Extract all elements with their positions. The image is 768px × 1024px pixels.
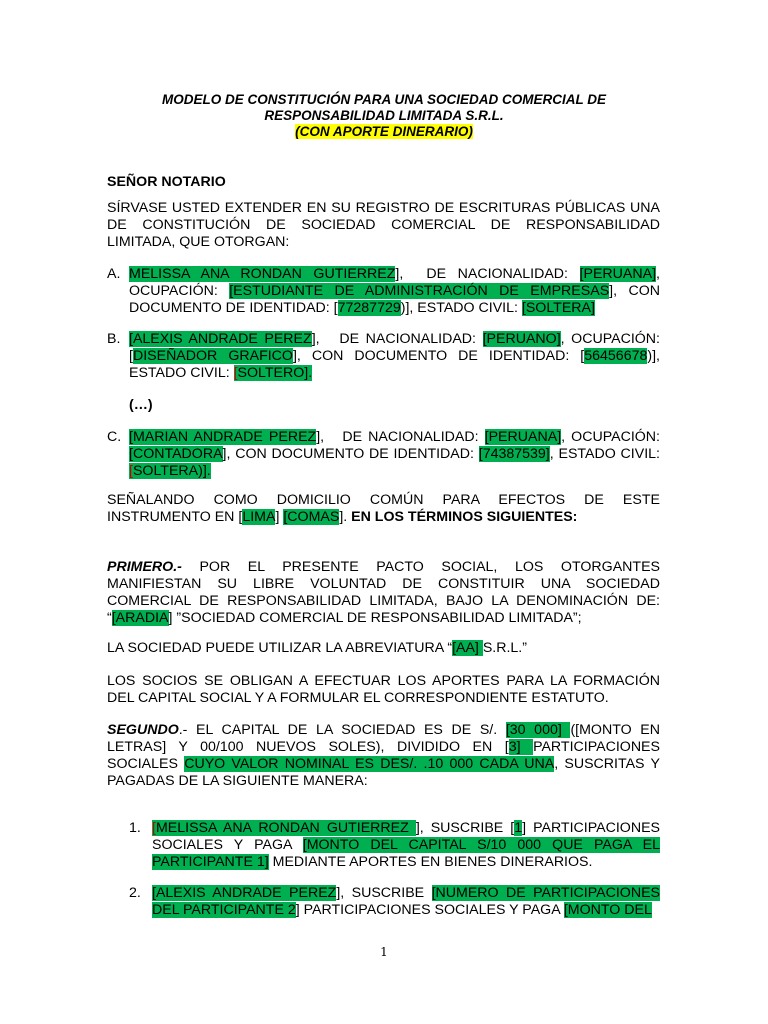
party-a-name: MELISSA ANA RONDAN GUTIERREZ — [129, 266, 396, 282]
party-c-paragraph: [MARIAN ANDRADE PEREZ], DE NACIONALIDAD: [PERUANA], OCUPACIÓN: [CONTADORA], CON DOCUMENTO DE IDENTIDAD: [74387539], ESTADO CIVIL: [SOLTERA)]. — [129, 429, 660, 479]
ellipsis: (…) — [129, 397, 153, 413]
segundo-paragraph: SEGUNDO.- EL CAPITAL DE LA SOCIEDAD ES DE S/. [30 000] ([MONTO EN LETRAS] Y 00/100 NUEVOS SOLES), DIVIDIDO EN [3] PARTICIPACIONES SOCIALES CUYO VALOR NOMINAL ES DES/. .10 000 CADA UNA, SUSCRITAS Y PAGADAS DE LA SIGUIENTE MANERA: — [107, 722, 660, 789]
party-a-civil: [SOLTERA] — [521, 300, 595, 316]
party-b-nationality: [PERUANO] — [482, 331, 561, 347]
title-line-1: MODELO DE CONSTITUCIÓN PARA UNA SOCIEDAD COMERCIAL DE — [161, 92, 606, 107]
domicile-paragraph: SEÑALANDO COMO DOMICILIO COMÚN PARA EFECTOS DE ESTE INSTRUMENTO EN [LIMA] [COMAS]. EN LOS TÉRMINOS SIGUIENTES: — [107, 492, 660, 525]
participation-count: 3] — [508, 739, 534, 755]
list-item: [ALEXIS ANDRADE PEREZ], SUSCRIBE [NUMERO DE PARTICIPACIONES DEL PARTICIPANTE 2] PARTICIPACIONES SOCIALES Y PAGA [MONTO DEL — [152, 885, 660, 918]
list-item-number: 2. — [129, 885, 141, 901]
subscriber-name: [ALEXIS ANDRADE PEREZ — [152, 885, 337, 901]
document-title — [60, 92, 708, 140]
party-a-id: 77287729 — [337, 300, 401, 316]
party-c-occupation: [CONTADORA — [129, 446, 223, 462]
party-b-civil: [SOLTERO]. — [233, 365, 313, 381]
primero-paragraph: PRIMERO.- POR EL PRESENTE PACTO SOCIAL, LOS OTORGANTES MANIFIESTAN SU LIBRE VOLUNTAD DE CONSTITUIR UNA SOCIEDAD COMERCIAL DE RESPONSABILIDAD LIMITADA, BAJO LA DENOMINACIÓN DE: “[ARADIA] ”SOCIEDAD COMERCIAL DE RESPONSABILIDAD LIMITADA”; — [107, 559, 660, 626]
page-number: 1 — [380, 945, 388, 959]
salutation: SEÑOR NOTARIO — [107, 174, 226, 190]
party-c-nationality: [PERUANA] — [484, 429, 562, 445]
intro-paragraph: SÍRVASE USTED EXTENDER EN SU REGISTRO DE ESCRITURAS PÚBLICAS UNA DE CONSTITUCIÓN DE SOCIEDAD COMERCIAL DE RESPONSABILIDAD LIMITADA, QUE OTORGAN: — [107, 200, 660, 250]
list-item-number: 1. — [129, 820, 141, 836]
domicile-city: LIMA — [242, 509, 276, 525]
party-a-occupation: [ESTUDIANTE DE ADMINISTRACIÓN DE EMPRESAS — [229, 283, 610, 299]
denomination: [ARADIA — [111, 610, 169, 626]
party-b-paragraph: [ALEXIS ANDRADE PEREZ], DE NACIONALIDAD: [PERUANO], OCUPACIÓN: [DISEÑADOR GRAFICO], CON DOCUMENTO DE IDENTIDAD: [56456678)], ESTADO CIVIL: [SOLTERO]. — [129, 331, 660, 381]
title-line-3: (CON APORTE DINERARIO) — [295, 124, 473, 139]
nominal-value: CUYO VALOR NOMINAL ES DES/. .10 000 CADA UNA — [184, 756, 555, 772]
abbreviation: [AA] — [452, 640, 483, 656]
primero-heading: PRIMERO.- — [107, 559, 182, 575]
title-line-2: RESPONSABILIDAD LIMITADA S.R.L. — [264, 108, 504, 123]
party-c-civil: [SOLTERA)]. — [129, 463, 211, 479]
subscriber-count: [NUMERO DE PARTICIPACIONES DEL PARTICIPANTE 2 — [152, 885, 660, 918]
socios-paragraph: LOS SOCIOS SE OBLIGAN A EFECTUAR LOS APORTES PARA LA FORMACIÓN DEL CAPITAL SOCIAL Y A FORMULAR EL CORRESPONDIENTE ESTATUTO. — [107, 673, 660, 706]
party-c-label: C. — [107, 429, 122, 445]
party-c-id: [74387539] — [478, 446, 550, 462]
domicile-district: [COMAS — [283, 509, 340, 525]
party-c-name: [MARIAN ANDRADE PEREZ — [129, 429, 317, 445]
subscriber-payment: [MONTO DEL — [563, 902, 652, 918]
list-item: [MELISSA ANA RONDAN GUTIERREZ ], SUSCRIBE [1] PARTICIPACIONES SOCIALES Y PAGA [MONTO DEL CAPITAL S/10 000 QUE PAGA EL PARTICIPANTE 1] MEDIANTE APORTES EN BIENES DINERARIOS. — [152, 820, 661, 870]
capital-amount: [30 000] — [505, 722, 571, 738]
subscriber-name: [MELISSA ANA RONDAN GUTIERREZ — [152, 820, 416, 836]
party-b-occupation: DISEÑADOR GRAFICO — [132, 348, 293, 364]
segundo-heading: SEGUNDO — [107, 722, 179, 738]
abbreviation-paragraph: LA SOCIEDAD PUEDE UTILIZAR LA ABREVIATURA “[AA] S.R.L.” — [107, 640, 527, 656]
party-b-id: 56456678 — [584, 348, 648, 364]
party-b-label: B. — [107, 331, 121, 347]
party-a-nationality: [PERUANA] — [579, 266, 657, 282]
subscriber-count: 1 — [514, 820, 523, 836]
party-a-paragraph: MELISSA ANA RONDAN GUTIERREZ], DE NACIONALIDAD: [PERUANA], OCUPACIÓN: [ESTUDIANTE DE ADMINISTRACIÓN DE EMPRESAS], CON DOCUMENTO DE IDENTIDAD: [77287729)], ESTADO CIVIL: [SOLTERA] — [129, 266, 660, 316]
party-b-name: [ALEXIS ANDRADE PEREZ — [129, 331, 312, 347]
terms-heading: EN LOS TÉRMINOS SIGUIENTES: — [351, 509, 578, 525]
party-a-label: A. — [107, 266, 121, 282]
subscriber-payment: [MONTO DEL CAPITAL S/10 000 QUE PAGA EL PARTICIPANTE 1] — [152, 837, 661, 870]
